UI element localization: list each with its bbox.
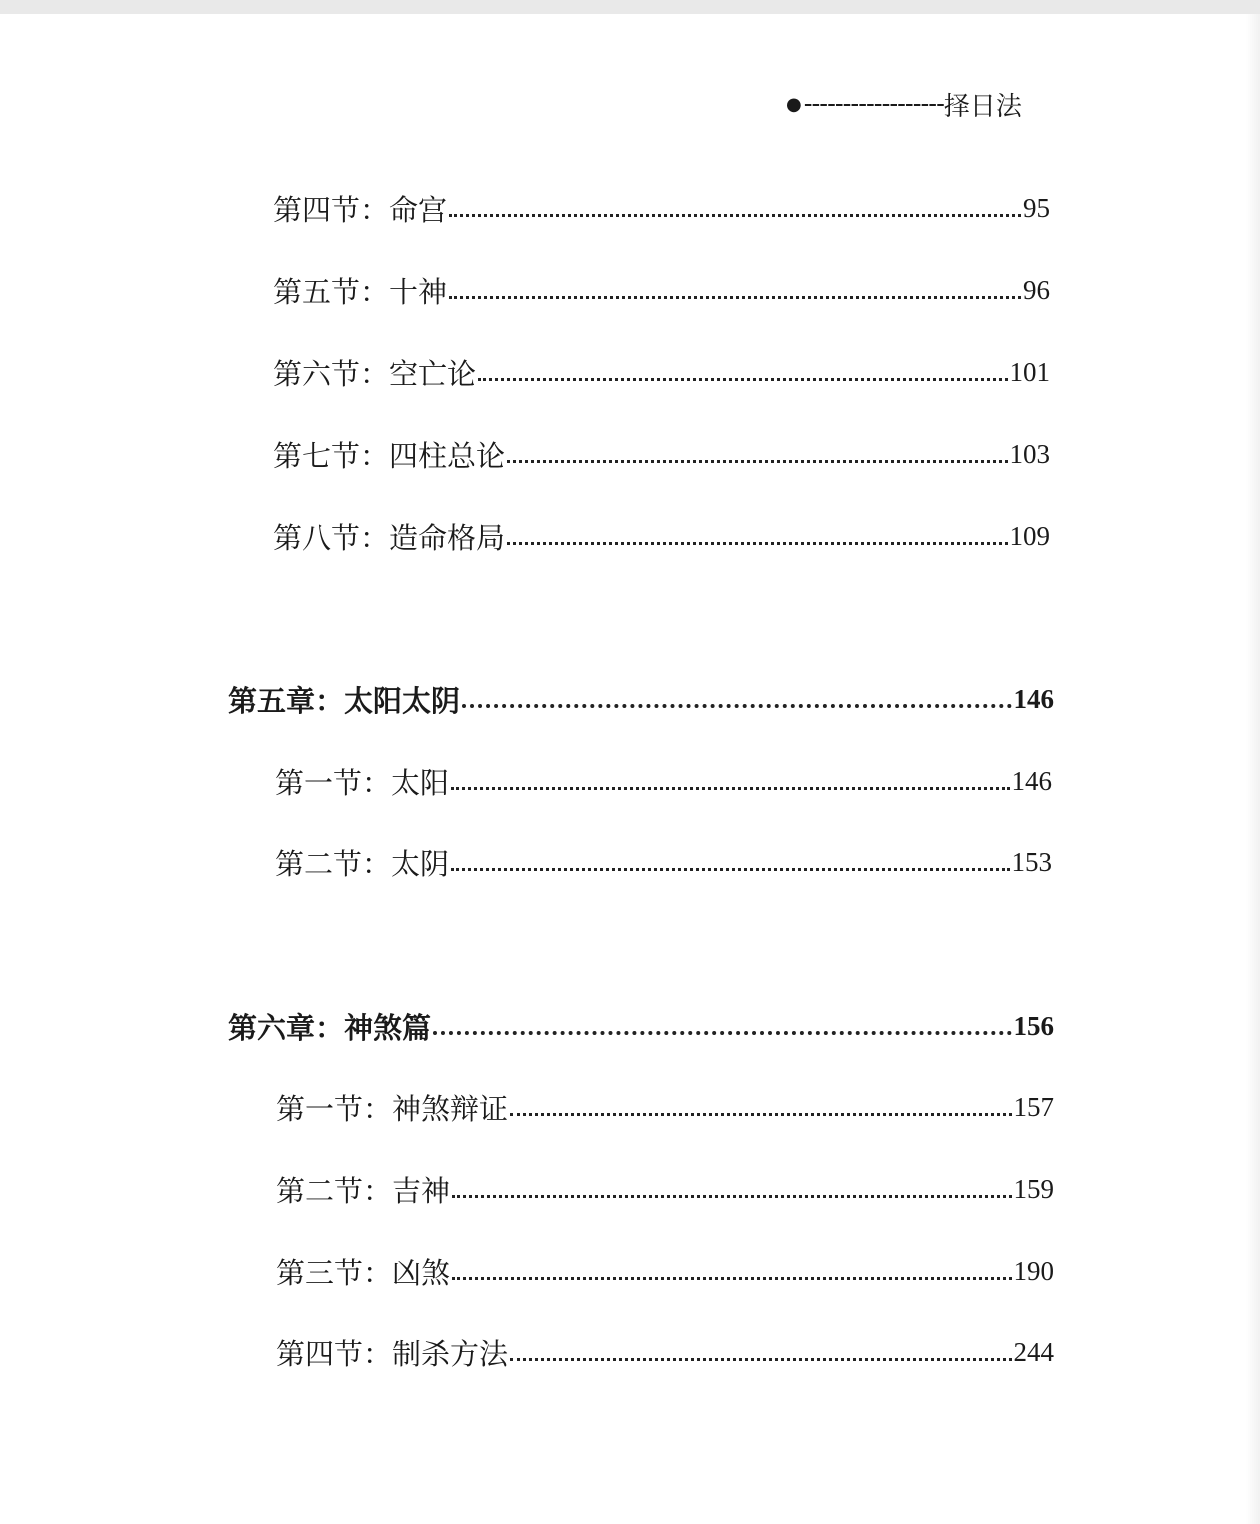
dot-leader [478,378,1007,381]
toc-entry[interactable] [273,186,1050,230]
toc-entry-label: 第二节：太阴 [275,846,450,881]
dot-leader [433,1031,1011,1035]
running-header-title: 择日法 [943,91,1022,122]
header-dashes: ------------------ [803,89,944,119]
dot-leader [451,868,1009,871]
toc-entry-label: 第六节：空亡论 [273,356,477,391]
toc-entry[interactable] [273,514,1050,558]
scan-top-edge [0,0,1260,14]
toc-entry[interactable] [273,432,1050,476]
toc-chapter-label: 第六章：神煞篇 [228,1010,432,1045]
toc-entry-label: 第一节：太阳 [275,765,450,800]
dot-leader [462,704,1011,708]
toc-entry-page: 96 [1023,274,1050,305]
dot-leader [452,1277,1011,1280]
toc-entry[interactable] [275,759,1052,803]
toc-entry-label: 第四节：命宫 [273,192,448,227]
running-header [786,84,1050,124]
toc-chapter-page: 146 [1013,683,1054,714]
dot-leader [449,214,1021,217]
toc-entry-page: 157 [1013,1091,1054,1122]
toc-entry-label: 第七节：四柱总论 [273,438,506,473]
toc-entry-page: 153 [1011,846,1052,877]
toc-entry-label: 第五节：十神 [273,274,448,309]
toc-entry[interactable] [275,840,1052,884]
dot-leader [510,1113,1011,1116]
toc-chapter-page: 156 [1013,1010,1054,1041]
toc-entry-page: 101 [1009,356,1050,387]
toc-entry[interactable] [276,1085,1054,1129]
toc-entry[interactable] [276,1249,1054,1293]
dot-leader [452,1195,1011,1198]
toc-entry-page: 244 [1013,1336,1054,1367]
toc-entry-label: 第八节：造命格局 [273,520,506,555]
toc-entry-page: 103 [1009,438,1050,469]
scan-right-edge [1246,14,1260,1524]
dot-leader [507,542,1007,545]
toc-entry-page: 146 [1011,765,1052,796]
toc-entry-label: 第三节：凶煞 [276,1255,451,1290]
toc-entry-page: 95 [1023,192,1050,223]
toc-entry-page: 159 [1013,1173,1054,1204]
toc-chapter-6[interactable] [228,1004,1054,1048]
dot-leader [507,460,1007,463]
toc-entry[interactable] [276,1167,1054,1211]
toc-entry-label: 第四节：制杀方法 [276,1336,509,1371]
toc-entry-page: 190 [1013,1255,1054,1286]
toc-entry-page: 109 [1009,520,1050,551]
toc-entry-label: 第二节：吉神 [276,1173,451,1208]
toc-entry[interactable] [273,268,1050,312]
bullet-mark: ● [786,93,802,115]
toc-chapter-label: 第五章：太阳太阴 [228,683,461,718]
toc-entry[interactable] [273,350,1050,394]
dot-leader [510,1358,1011,1361]
dot-leader [449,296,1021,299]
toc-entry-label: 第一节：神煞辩证 [276,1091,509,1126]
toc-entry[interactable] [276,1330,1054,1374]
toc-chapter-5[interactable] [228,677,1054,721]
dot-leader [451,787,1009,790]
